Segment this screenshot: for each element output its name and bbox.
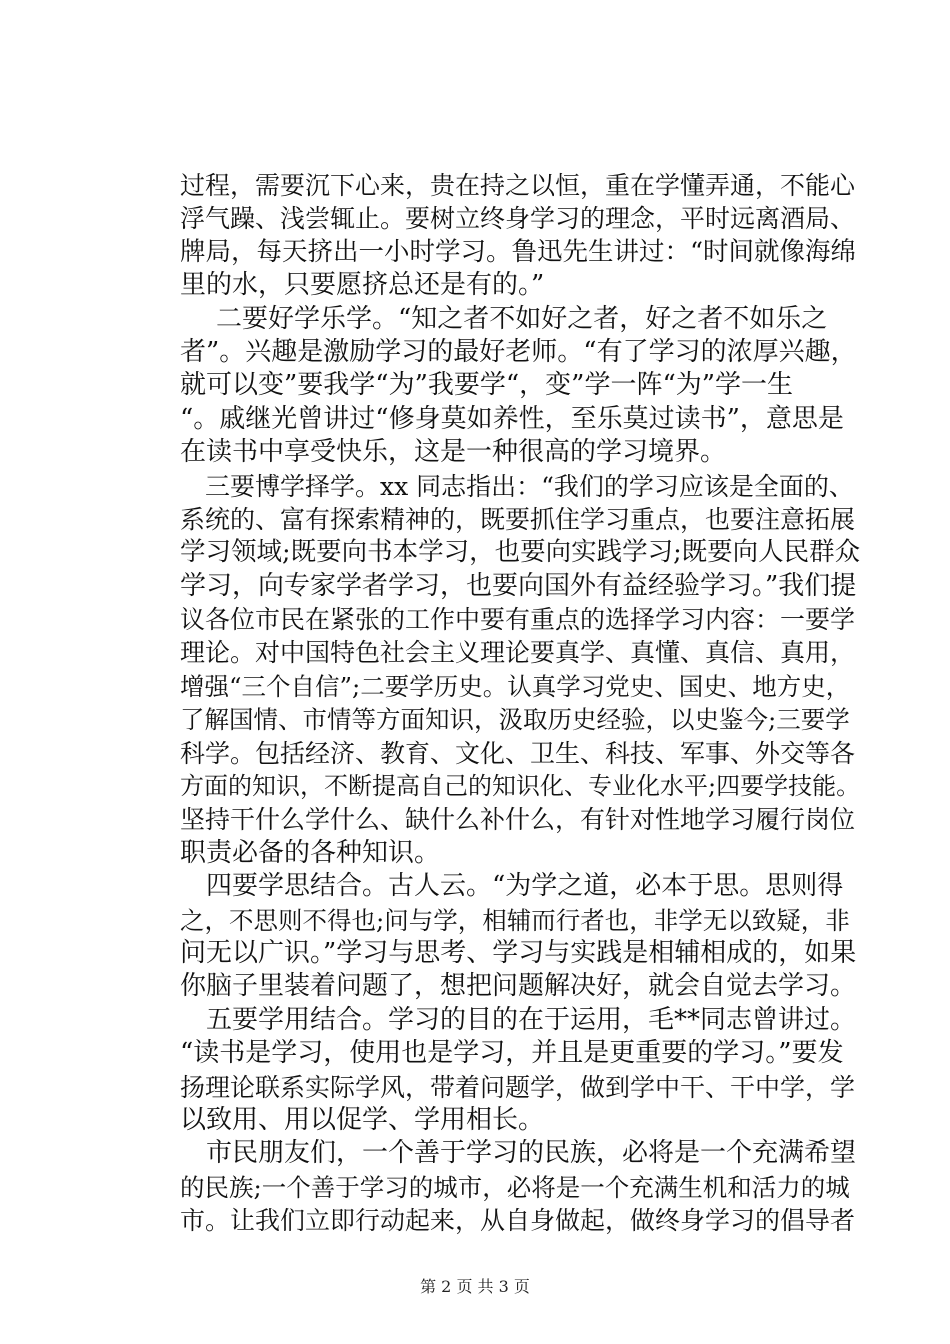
text-line: 就可以变”要我学“为”我要学“，变”学一阵“为”学一生 — [180, 370, 794, 401]
text-line: 议各位市民在紧张的工作中要有重点的选择学习内容：一要学 — [180, 605, 856, 635]
text-line: 者”。兴趣是激励学习的最好老师。“有了学习的浓厚兴趣， — [180, 336, 857, 367]
text-line: 市。让我们立即行动起来，从自身做起，做终身学习的倡导者 — [180, 1206, 856, 1236]
text-line: “读书是学习，使用也是学习，并且是更重要的学习。”要发 — [180, 1038, 844, 1069]
text-line: 学习，向专家学者学习，也要向国外有益经验学习。”我们提 — [180, 570, 857, 601]
text-line: 增强“三个自信”;二要学历史。认真学习党史、国史、地方史， — [180, 671, 851, 701]
text-line: 之，不思则不得也;问与学，相辅而行者也，非学无以致疑，非 — [180, 905, 850, 935]
text-line: 扬理论联系实际学风，带着问题学，做到学中干、干中学，学 — [180, 1072, 856, 1102]
text-line: 问无以广识。”学习与思考、学习与实践是相辅相成的，如果 — [180, 937, 857, 968]
text-line: 系统的、富有探索精神的，既要抓住学习重点，也要注意拓展 — [180, 504, 856, 534]
text-line: 浮气躁、浅尝辄止。要树立终身学习的理念，平时远离酒局、 — [180, 204, 856, 234]
text-line: 三要博学择学。xx 同志指出：“我们的学习应该是全面的、 — [180, 471, 854, 501]
text-line: 你脑子里装着问题了，想把问题解决好，就会自觉去学习。 — [180, 971, 857, 1002]
text-line: 四要学思结合。古人云。“为学之道，必本于思。思则得 — [180, 871, 844, 902]
text-line: 的民族;一个善于学习的城市，必将是一个充满生机和活力的城 — [180, 1172, 850, 1202]
body-text — [180, 169, 861, 1238]
page-footer: 第 2 页 共 3 页 — [420, 1277, 530, 1296]
text-line: 理论。对中国特色社会主义理论要真学、真懂、真信、真用， — [180, 638, 856, 668]
text-line: 坚持干什么学什么、缺什么补什么，有针对性地学习履行岗位 — [180, 805, 856, 835]
text-line: 里的水，只要愿挤总还是有的。” — [180, 270, 545, 301]
text-line: 了解国情、市情等方面知识，汲取历史经验，以史鉴今;三要学 — [180, 705, 850, 735]
text-line: 五要学用结合。学习的目的在于运用，毛**同志曾讲过。 — [180, 1004, 857, 1035]
text-line: 二要好学乐学。“知之者不如好之者，好之者不如乐之 — [190, 303, 828, 334]
text-line: 市民朋友们，一个善于学习的民族，必将是一个充满希望 — [180, 1138, 857, 1169]
text-line: “。戚继光曾讲过“修身莫如养性，至乐莫过读书”，意思是 — [180, 403, 844, 434]
text-line: 科学。包括经济、教育、文化、卫生、科技、军事、外交等各 — [180, 738, 856, 768]
text-line: 过程，需要沉下心来，贵在持之以恒，重在学懂弄通，不能心 — [180, 171, 856, 200]
text-line: 在读书中享受快乐，这是一种很高的学习境界。 — [180, 437, 727, 468]
text-line: 牌局，每天挤出一小时学习。鲁迅先生讲过：“时间就像海绵 — [180, 236, 857, 267]
text-line: 职责必备的各种知识。 — [180, 837, 441, 868]
text-line: 以致用、用以促学、学用相长。 — [180, 1104, 545, 1135]
text-line: 方面的知识，不断提高自己的知识化、专业化水平;四要学技能。 — [180, 772, 861, 801]
text-line: 学习领域;既要向书本学习，也要向实践学习;既要向人民群众 — [180, 537, 861, 568]
